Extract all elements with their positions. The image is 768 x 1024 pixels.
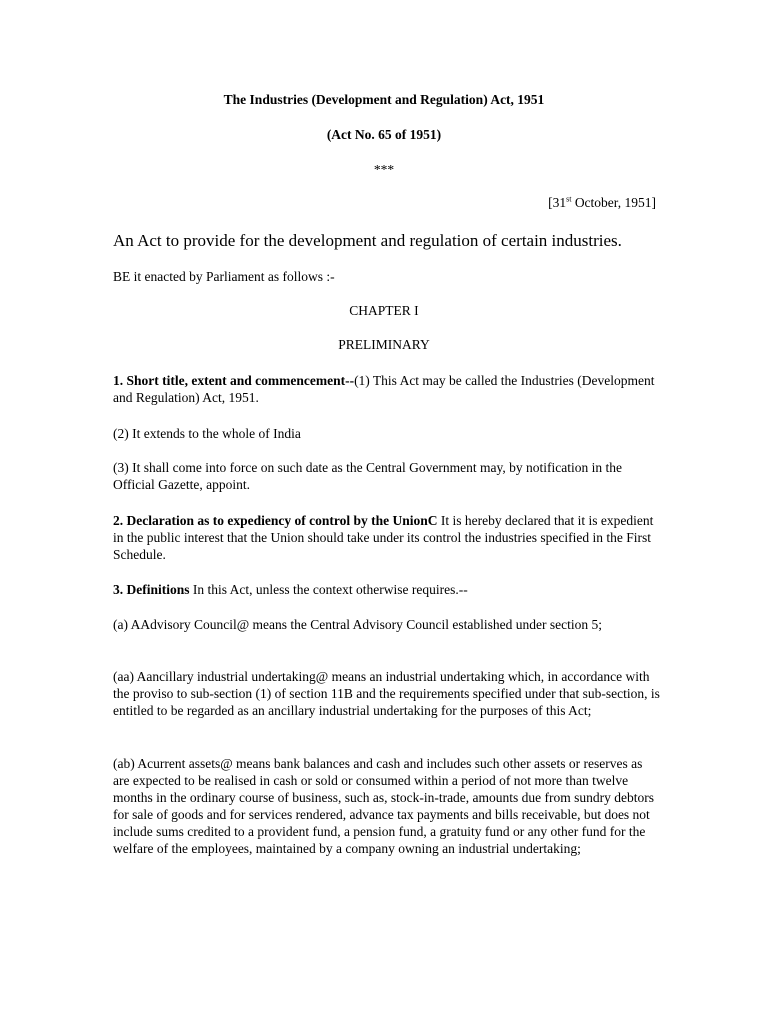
section-1-3 <box>113 459 661 493</box>
section-heading: 3. Definitions <box>113 582 190 597</box>
section-text: (ab) Acurrent assets@ means bank balances and cash and includes such other assets or reserves as are expected to be realised in cash or sold or consumed within a period of not more than twelve months in the ordinary course of business, such as, stock-in-trade, amounts due from sundry debtors for sale of goods and for services rendered, advance tax payments and bills receivable, but does not include sums credited to a provident fund, a pension fund, a gratuity fund or any other fund for the welfare of the employees, maintained by a company owning an industrial undertaking; <box>113 756 655 856</box>
enacting-clause: BE it enacted by Parliament as follows :- <box>113 269 335 284</box>
section-text: (a) AAdvisory Council@ means the Central Advisory Council established under section 5; <box>113 617 602 632</box>
section-3 <box>113 581 661 598</box>
section-1-2 <box>113 425 661 442</box>
section-text: (1) This Act may be called the Industries (Development and Regulation) Act, 1951. <box>113 373 655 405</box>
section-heading: 1. Short title, extent and commencement-- <box>113 373 355 388</box>
date-prefix: [31 <box>548 195 567 210</box>
section-text: (2) It extends to the whole of India <box>113 426 301 441</box>
section-text: It is hereby declared that it is expedient in the public interest that the Union should take under its control the industries specified in the First Schedule. <box>113 513 654 562</box>
date-suffix: st <box>566 194 572 204</box>
chapter-number: CHAPTER I <box>349 303 419 318</box>
definition-aa <box>113 668 661 719</box>
act-number: (Act No. 65 of 1951) <box>326 127 442 142</box>
section-text: (3) It shall come into force on such date as the Central Government may, by notification in the Official Gazette, appoint. <box>113 460 622 492</box>
section-heading: 2. Declaration as to expediency of control by the UnionC <box>113 513 438 528</box>
section-2 <box>113 512 661 563</box>
enactment-date <box>548 195 656 211</box>
section-text: (aa) Aancillary industrial undertaking@ means an industrial undertaking which, in accordance with the proviso to sub-section (1) of section 11B and the requirements specified under that sub-section, is entitled to be regarded as an ancillary industrial undertaking for the purposes of this Act; <box>113 669 660 718</box>
definition-ab <box>113 755 661 857</box>
definition-a <box>113 616 661 633</box>
chapter-name: PRELIMINARY <box>338 337 430 352</box>
date-rest: October, 1951] <box>571 195 656 210</box>
section-1 <box>113 372 661 406</box>
long-title: An Act to provide for the development and regulation of certain industries. <box>113 231 622 250</box>
section-text: In this Act, unless the context otherwise requires.-- <box>189 582 468 597</box>
act-title: The Industries (Development and Regulation) Act, 1951 <box>223 92 545 107</box>
separator: *** <box>373 162 395 177</box>
